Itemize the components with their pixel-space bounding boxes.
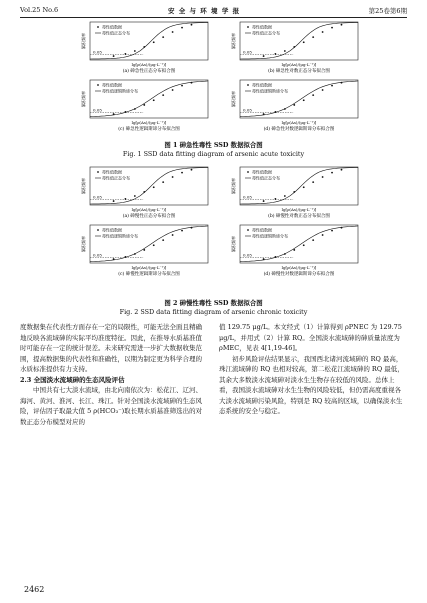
data-point	[172, 234, 174, 236]
data-point	[312, 239, 314, 241]
figure-2-caption-cn: 图 2 砷慢性毒性 SSD 数据拟合图	[164, 299, 263, 307]
data-point	[284, 253, 286, 255]
data-point	[181, 230, 183, 232]
x-axis-label: lg[ρ(As)/(μg·L⁻¹)]	[281, 62, 317, 67]
legend-data-label: 毒性值数据	[252, 169, 272, 175]
left-paragraph-2: 中国共有七大淡水流域，由北向南依次为：松花江、辽河、海河、黄河、淮河、长江、珠江。针对全国淡水流域砷的生态风险，评估因子取最大值 5 ρ(HCO₃⁻)取长期水质基准筛选出的对数正态分布模型对应的	[20, 386, 203, 426]
journal-title: 安 全 与 环 境 学 报	[168, 7, 241, 15]
x-axis-label: lg[ρ(As)/(μg·L⁻¹)]	[281, 265, 317, 270]
threshold-label: 0.05	[243, 194, 252, 200]
legend-data-label: 毒性值数据	[102, 169, 122, 175]
threshold-label: 0.05	[93, 252, 102, 258]
threshold-label: 0.05	[243, 252, 252, 258]
ssd-subplot	[80, 22, 208, 74]
data-point	[181, 27, 183, 29]
data-point	[181, 172, 183, 174]
data-point	[284, 108, 286, 110]
data-point	[293, 191, 295, 193]
y-axis-label: 累积频率	[81, 236, 86, 252]
data-point	[125, 198, 127, 200]
legend-point-marker	[247, 229, 249, 231]
page-header	[20, 4, 407, 16]
legend-curve-label: 毒性值正态分布	[252, 175, 280, 181]
data-point	[134, 253, 136, 255]
figure-1	[0, 18, 427, 138]
x-axis-label: lg[ρ(As)/(μg·L⁻¹)]	[131, 120, 167, 125]
ssd-subplot	[230, 22, 358, 74]
x-axis-label: lg[ρ(As)/(μg·L⁻¹)]	[281, 120, 317, 125]
ssd-subplot	[230, 167, 358, 219]
data-point	[125, 53, 127, 55]
subplot-caption: (d) 砷慢性对数逻辑斯谛分布拟合图	[263, 272, 335, 277]
section-heading-2-3: 2.3 全国淡水流域砷的生态风险评估	[20, 375, 125, 384]
data-point	[331, 85, 333, 87]
data-point	[312, 94, 314, 96]
subplot-caption: (b) 砷急性对数正态分布拟合图	[268, 69, 330, 74]
legend-point-marker	[247, 171, 249, 173]
right-paragraph-2: 初步风险评估结果显示，我国西北诸河流域砷的 RQ 最高，珠江流域砷的 RQ 也相对较高，第二松花江流域砷的 RQ 最低，其余大多数淡水流域砷对淡水生生物存在较低的风险。总体上看，我国淡水流域砷对水生生物的风险较低，但仍需高度重视各大淡水流域砷污染风险，特别是 RQ 较高的区域，以确保淡水生态系统的安全与稳定。	[219, 354, 404, 416]
x-axis-label: lg[ρ(As)/(μg·L⁻¹)]	[281, 207, 317, 212]
data-point	[162, 239, 164, 241]
subplot-caption: (d) 砷急性对数逻辑斯谛分布拟合图	[263, 127, 335, 132]
threshold-label: 0.05	[243, 49, 252, 55]
data-point	[263, 200, 265, 202]
right-column	[219, 322, 407, 417]
left-column	[20, 322, 208, 427]
ssd-subplot	[230, 225, 358, 277]
legend-data-label: 毒性值数据	[102, 82, 122, 88]
threshold-label: 0.05	[93, 49, 102, 55]
data-point	[341, 169, 343, 171]
data-point	[113, 258, 115, 260]
data-point	[172, 89, 174, 91]
data-point	[275, 111, 277, 113]
figure-1-caption-en: Fig. 1 SSD data fitting diagram of arsenic acute toxicity	[122, 150, 305, 158]
data-point	[341, 82, 343, 84]
data-point	[341, 24, 343, 26]
y-axis-label: 累积频率	[231, 236, 236, 252]
data-point	[293, 249, 295, 251]
subplot-caption: (a) 砷急性正态分布拟合图	[122, 69, 176, 74]
legend-data-label: 毒性值数据	[102, 24, 122, 30]
data-point	[113, 113, 115, 115]
data-point	[125, 111, 127, 113]
data-point	[312, 36, 314, 38]
data-point	[312, 181, 314, 183]
legend-curve-label: 毒性值正态分布	[252, 30, 280, 36]
ssd-subplot	[80, 80, 208, 132]
threshold-label: 0.05	[243, 107, 252, 113]
legend-point-marker	[247, 26, 249, 28]
data-point	[331, 230, 333, 232]
legend-point-marker	[247, 84, 249, 86]
data-point	[322, 89, 324, 91]
x-axis-label: lg[ρ(As)/(μg·L⁻¹)]	[131, 62, 167, 67]
legend-curve-label: 毒性值正态分布	[102, 175, 130, 181]
data-point	[113, 200, 115, 202]
y-axis-label: 累积频率	[81, 91, 86, 107]
legend-data-label: 毒性值数据	[252, 227, 272, 233]
subplot-caption: (b) 砷慢性对数正态分布拟合图	[268, 214, 330, 219]
data-point	[143, 249, 145, 251]
page-number: 2462	[24, 585, 45, 594]
data-point	[275, 198, 277, 200]
data-point	[263, 258, 265, 260]
data-point	[293, 104, 295, 106]
data-point	[303, 41, 305, 43]
y-axis-label: 累积频率	[81, 178, 86, 194]
data-point	[191, 24, 193, 26]
data-point	[162, 36, 164, 38]
data-point	[322, 31, 324, 33]
ssd-subplot	[80, 167, 208, 219]
data-point	[263, 55, 265, 57]
data-point	[275, 256, 277, 258]
threshold-label: 0.05	[93, 107, 102, 113]
legend-data-label: 毒性值数据	[252, 82, 272, 88]
legend-point-marker	[97, 171, 99, 173]
data-point	[143, 46, 145, 48]
issue-label: 第25卷第6期	[368, 7, 407, 15]
data-point	[284, 50, 286, 52]
data-point	[143, 191, 145, 193]
data-point	[293, 46, 295, 48]
subplot-caption: (c) 砷急性逻辑斯谛分布拟合图	[118, 127, 180, 132]
data-point	[162, 94, 164, 96]
data-point	[153, 244, 155, 246]
data-point	[172, 31, 174, 33]
data-point	[191, 227, 193, 229]
data-point	[303, 99, 305, 101]
data-point	[143, 104, 145, 106]
data-point	[322, 176, 324, 178]
data-point	[153, 99, 155, 101]
data-point	[134, 195, 136, 197]
legend-curve-label: 毒性值逻辑斯谛分布	[102, 233, 138, 239]
subplot-caption: (c) 砷慢性逻辑斯谛分布拟合图	[118, 272, 180, 277]
data-point	[162, 181, 164, 183]
data-point	[341, 227, 343, 229]
data-point	[322, 234, 324, 236]
legend-curve-label: 毒性值逻辑斯谛分布	[252, 233, 288, 239]
data-point	[172, 176, 174, 178]
data-point	[191, 169, 193, 171]
legend-curve-label: 毒性值正态分布	[102, 30, 130, 36]
data-point	[134, 108, 136, 110]
x-axis-label: lg[ρ(As)/(μg·L⁻¹)]	[131, 265, 167, 270]
y-axis-label: 累积频率	[231, 33, 236, 49]
legend-point-marker	[97, 26, 99, 28]
y-axis-label: 累积频率	[231, 178, 236, 194]
figure-2-caption-en: Fig. 2 SSD data fitting diagram of arsenic chronic toxicity	[119, 308, 308, 316]
data-point	[331, 172, 333, 174]
figure-1-caption-cn: 图 1 砷急性毒性 SSD 数据拟合图	[164, 141, 263, 149]
left-paragraph-1: 度数据集在代表性方面存在一定的局限性，可能无法全面且精确地反映各流域砷的实际平均准度特征。因此，在推导水质基准值时可能存在一定的统计误差。未来研究需进一步扩大数据收集范围，提高数据集的代表性和准确性，以期为制定更为科学合理的水质标准提供有力支持。	[20, 323, 202, 374]
volume-label: Vol.25 No.6	[20, 6, 59, 14]
data-point	[303, 186, 305, 188]
y-axis-label: 累积频率	[81, 33, 86, 49]
legend-data-label: 毒性值数据	[252, 24, 272, 30]
data-point	[113, 55, 115, 57]
legend-curve-label: 毒性值逻辑斯谛分布	[102, 88, 138, 94]
ssd-subplot	[230, 80, 358, 132]
data-point	[331, 27, 333, 29]
data-point	[181, 85, 183, 87]
data-point	[191, 82, 193, 84]
threshold-label: 0.05	[93, 194, 102, 200]
legend-curve-label: 毒性值逻辑斯谛分布	[252, 88, 288, 94]
data-point	[153, 186, 155, 188]
ssd-subplot	[80, 225, 208, 277]
right-paragraph-1: 值 129.75 μg/L。本文经式（1）计算得到 ρPNEC 为 129.75 μg/L，并用式（2）计算 RQ。全国淡水流域砷的砷质量浓度为 ρMEC，见表 4[1,19-46]。	[219, 323, 402, 353]
data-point	[303, 244, 305, 246]
legend-point-marker	[97, 84, 99, 86]
y-axis-label: 累积频率	[231, 91, 236, 107]
legend-point-marker	[97, 229, 99, 231]
data-point	[275, 53, 277, 55]
data-point	[125, 256, 127, 258]
data-point	[263, 113, 265, 115]
subplot-caption: (a) 砷慢性正态分布拟合图	[122, 214, 176, 219]
data-point	[153, 41, 155, 43]
legend-data-label: 毒性值数据	[102, 227, 122, 233]
data-point	[284, 195, 286, 197]
figure-2	[0, 163, 427, 283]
data-point	[134, 50, 136, 52]
x-axis-label: lg[ρ(As)/(μg·L⁻¹)]	[131, 207, 167, 212]
